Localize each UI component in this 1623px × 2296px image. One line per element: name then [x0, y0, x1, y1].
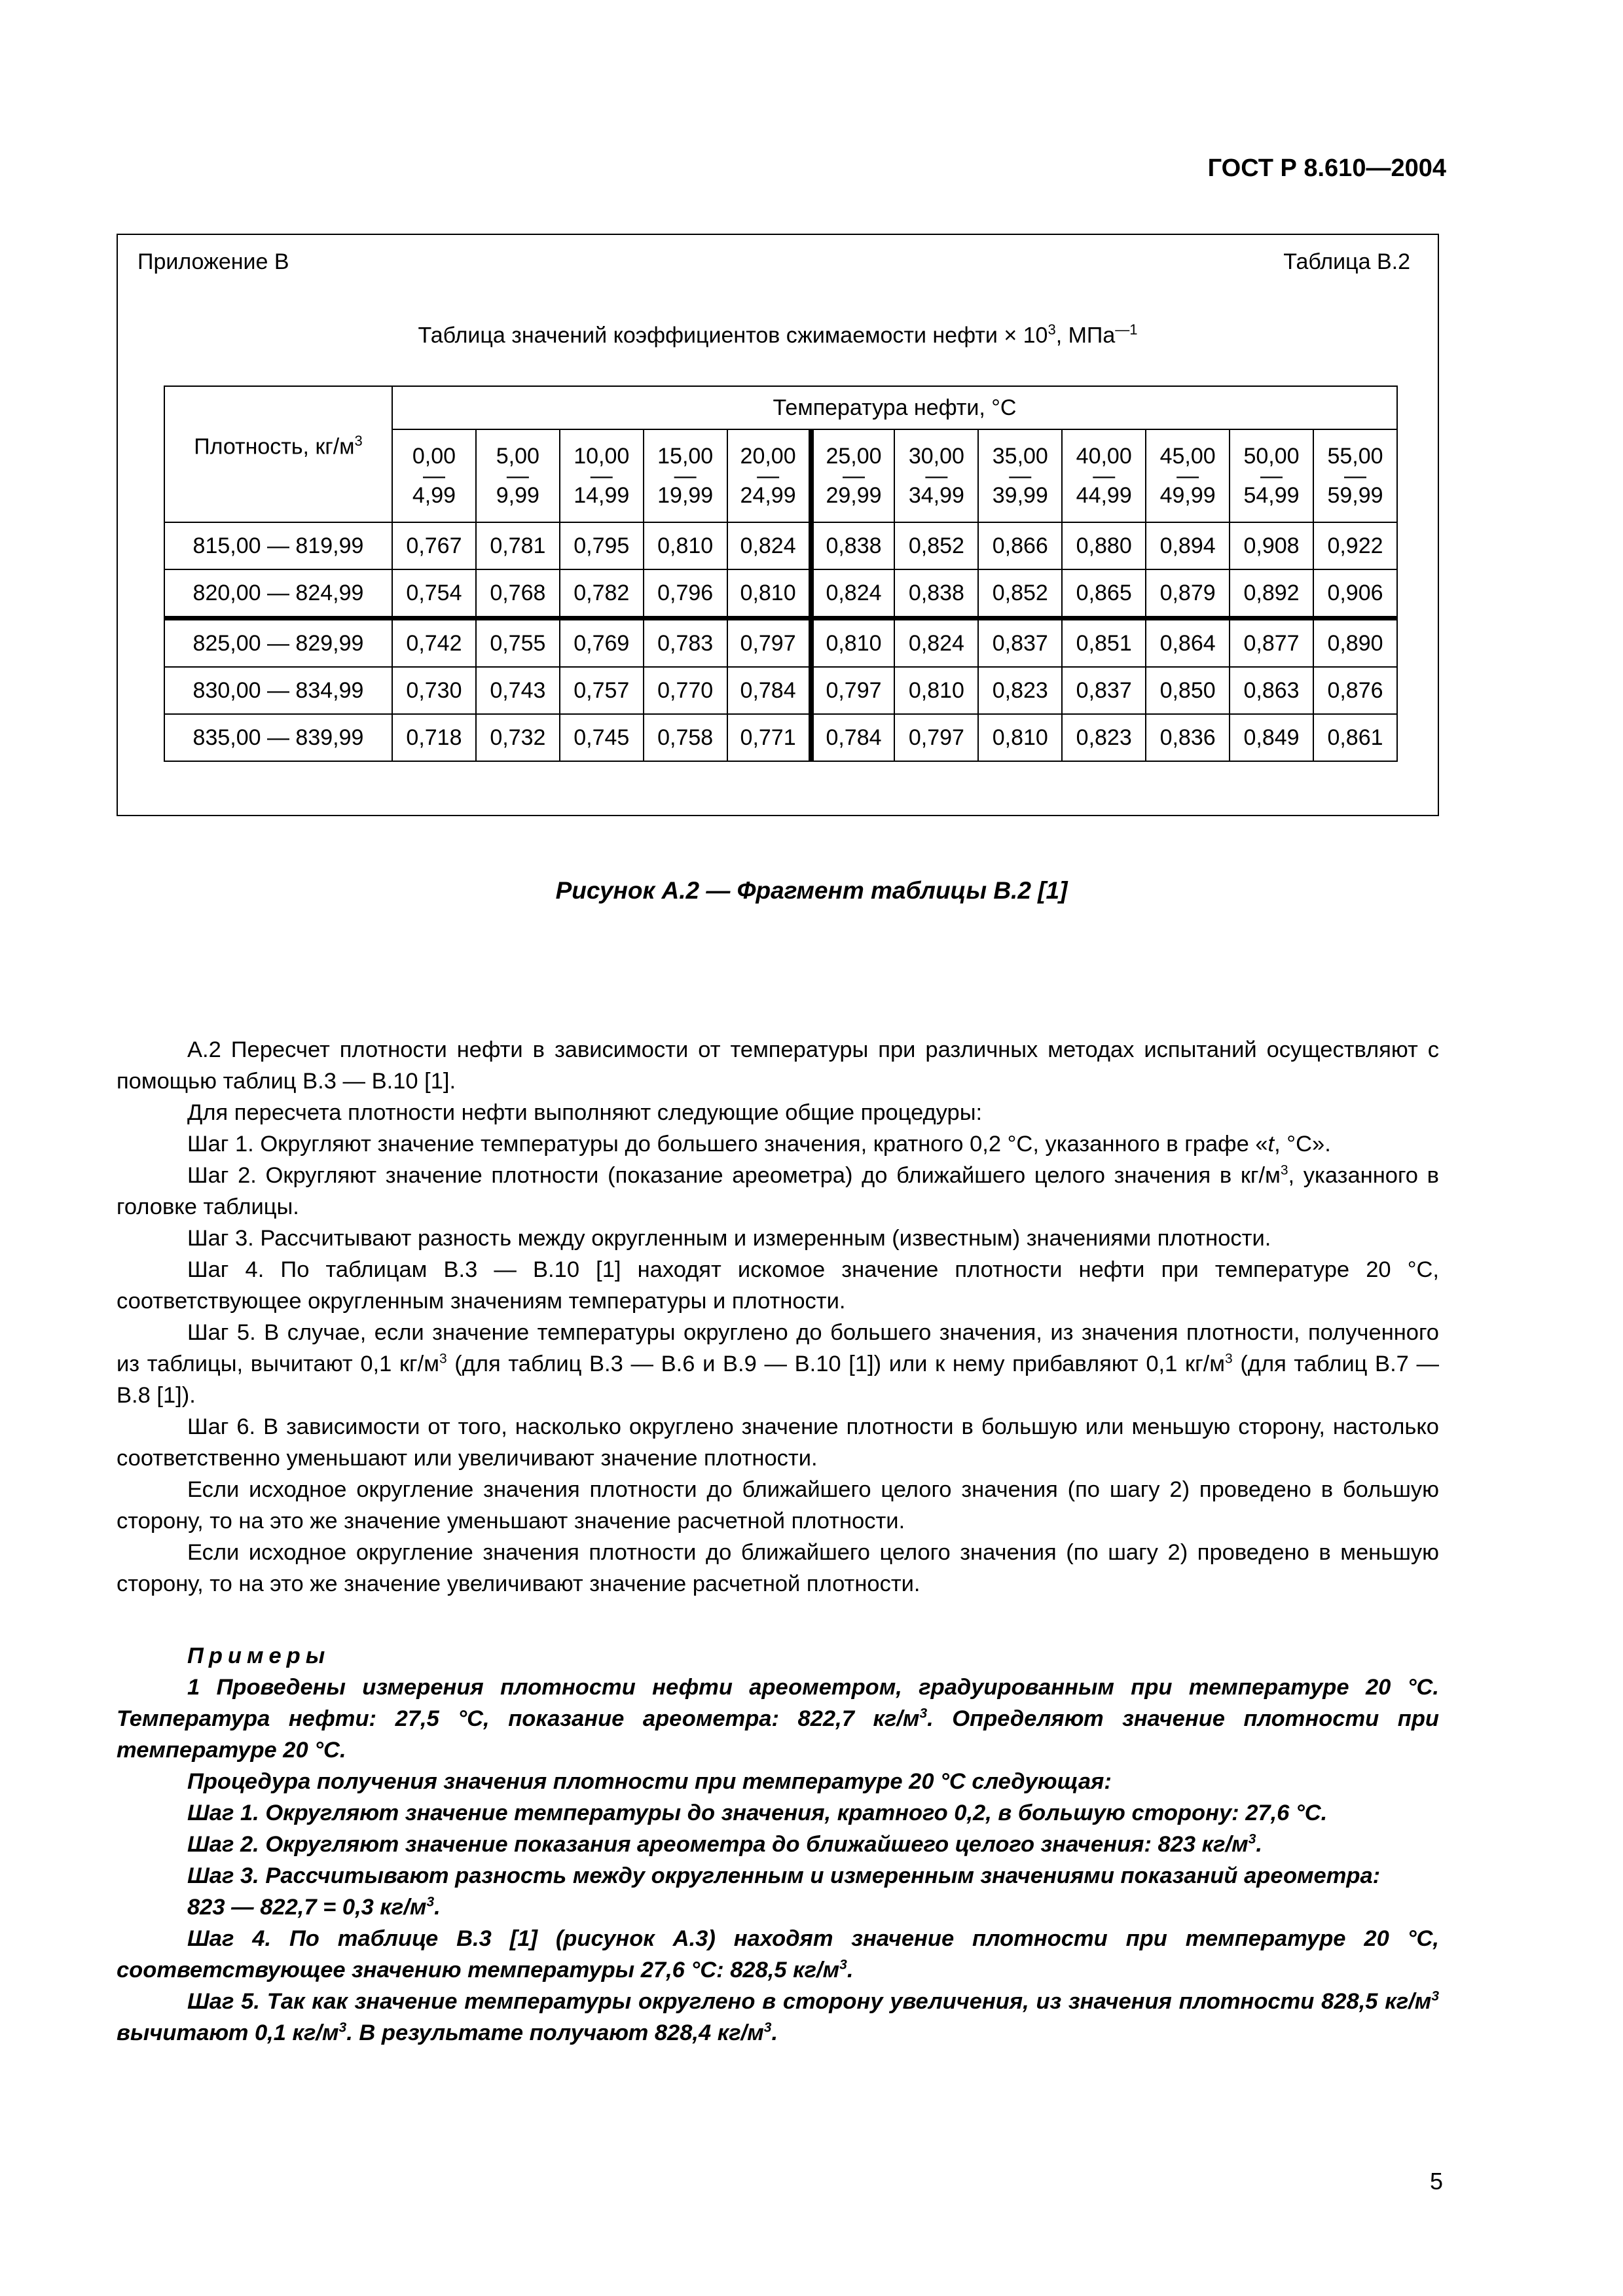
temperature-range: 50,00 — 54,99: [1230, 429, 1313, 522]
temperature-header: Температура нефти, °С: [392, 386, 1397, 429]
coefficient-cell: 0,852: [978, 569, 1062, 619]
paragraph: Шаг 5. В случае, если значение температуры округлено до большего значения, из значения плотности, полученного из таблицы, вычитают 0,1 $кг/м^3$ (для таблиц В.3 — В.6 и В.9 — В.10 [1]) или к нему прибавляют 0,1 $кг/м^3$ (для таблиц В.7 — В.8 [1]).: [117, 1320, 1440, 1408]
coefficient-cell: 0,861: [1313, 714, 1397, 761]
coefficient-cell: 0,770: [644, 667, 727, 714]
table-row: [164, 619, 1397, 668]
coefficient-cell: 0,810: [811, 619, 895, 668]
example-line: Процедура получения значения плотности при температуре 20 °С следующая:: [187, 1769, 1112, 1794]
example-line: 1 Проведены измерения плотности нефти ареометром, градуированным при температуре 20 °С. Температура нефти: 27,5 °С, показание ареометра: 822,7 $кг/м^3$. Определяют значение плотности при температуре 20 °С.: [117, 1675, 1440, 1763]
coefficient-cell: 0,850: [1146, 667, 1230, 714]
coefficient-cell: 0,781: [476, 522, 560, 569]
coefficient-cell: 0,823: [978, 667, 1062, 714]
coefficient-cell: 0,718: [392, 714, 476, 761]
coefficient-cell: 0,866: [978, 522, 1062, 569]
coefficient-cell: 0,810: [894, 667, 978, 714]
table-caption: Таблица значений коэффициентов сжимаемости нефти × $10^3$, МПа$^{—1}$: [418, 321, 1138, 348]
temperature-range: 10,00 — 14,99: [560, 429, 644, 522]
coefficient-cell: 0,755: [476, 619, 560, 668]
temperature-range: 55,00 — 59,99: [1313, 429, 1397, 522]
coefficient-cell: 0,879: [1146, 569, 1230, 619]
coefficient-cell: 0,754: [392, 569, 476, 619]
paragraph: Шаг 1. Округляют значение температуры до большего значения, кратного 0,2 °С, указанного в графе «t, °С».: [187, 1132, 1331, 1157]
coefficient-cell: 0,732: [476, 714, 560, 761]
coefficient-cell: 0,865: [1062, 569, 1146, 619]
coefficient-cell: 0,877: [1230, 619, 1313, 668]
coefficient-cell: 0,767: [392, 522, 476, 569]
coefficient-cell: 0,824: [811, 569, 895, 619]
temperature-range: 40,00 — 44,99: [1062, 429, 1146, 522]
coefficient-cell: 0,894: [1146, 522, 1230, 569]
table-row: [164, 522, 1397, 569]
coefficient-cell: 0,810: [644, 522, 727, 569]
temperature-range: 25,00 — 29,99: [811, 429, 895, 522]
coefficient-cell: 0,730: [392, 667, 476, 714]
density-range: 830,00 — 834,99: [164, 667, 392, 714]
compressibility-table: [164, 386, 1398, 762]
temperature-range: 5,00 — 9,99: [476, 429, 560, 522]
coefficient-cell: 0,849: [1230, 714, 1313, 761]
body-text: [117, 1034, 1439, 2049]
coefficient-cell: 0,768: [476, 569, 560, 619]
example-line: Шаг 5. Так как значение температуры округлено в сторону увеличения, из значения плотности 828,5 $кг/м^3$ вычитают 0,1 $кг/м^3$. В результате получают 828,4 $кг/м^3$.: [117, 1988, 1439, 2045]
density-range: 825,00 — 829,99: [164, 619, 392, 668]
coefficient-cell: 0,836: [1146, 714, 1230, 761]
table-number: Таблица В.2: [1283, 249, 1410, 274]
paragraph: Если исходное округление значения плотности до ближайшего целого значения (по шагу 2) проведено в большую сторону, то на это же значение уменьшают значение расчетной плотности.: [117, 1477, 1439, 1534]
document-code: ГОСТ Р 8.610—2004: [1207, 154, 1446, 182]
coefficient-cell: 0,742: [392, 619, 476, 668]
example-line: 823 — 822,7 = 0,3 $кг/м^3$.: [187, 1894, 441, 1920]
paragraph: Шаг 4. По таблицам В.3 — В.10 [1] находят искомое значение плотности нефти при температуре 20 °С, соответствующее округленным значениям температуры и плотности.: [117, 1257, 1439, 1314]
coefficient-cell: 0,838: [894, 569, 978, 619]
coefficient-cell: 0,892: [1230, 569, 1313, 619]
table-row: [164, 714, 1397, 761]
examples-block: [117, 1640, 1439, 2049]
coefficient-cell: 0,784: [811, 714, 895, 761]
paragraph: Шаг 2. Округляют значение плотности (показание ареометра) до ближайшего целого значения в $кг/м^3$, указанного в головке таблицы.: [117, 1162, 1439, 1219]
coefficient-cell: 0,782: [560, 569, 644, 619]
coefficient-cell: 0,824: [727, 522, 811, 569]
paragraph: Для пересчета плотности нефти выполняют следующие общие процедуры:: [187, 1100, 983, 1125]
coefficient-cell: 0,824: [894, 619, 978, 668]
coefficient-cell: 0,880: [1062, 522, 1146, 569]
density-range: 835,00 — 839,99: [164, 714, 392, 761]
paragraph: Шаг 6. В зависимости от того, насколько округлено значение плотности в большую или меньшую сторону, настолько соответственно уменьшают или увеличивают значение плотности.: [117, 1414, 1439, 1471]
temperature-range: 45,00 — 49,99: [1146, 429, 1230, 522]
example-line: Шаг 1. Округляют значение температуры до значения, кратного 0,2, в большую сторону: 27,6 °С.: [187, 1801, 1328, 1825]
coefficient-cell: 0,823: [1062, 714, 1146, 761]
coefficient-cell: 0,810: [727, 569, 811, 619]
coefficient-cell: 0,837: [978, 619, 1062, 668]
coefficient-cell: 0,890: [1313, 619, 1397, 668]
coefficient-cell: 0,743: [476, 667, 560, 714]
coefficient-cell: 0,783: [644, 619, 727, 668]
coefficient-cell: 0,810: [978, 714, 1062, 761]
coefficient-cell: 0,864: [1146, 619, 1230, 668]
temperature-range: 20,00 — 24,99: [727, 429, 811, 522]
density-range: 815,00 — 819,99: [164, 522, 392, 569]
density-range: 820,00 — 824,99: [164, 569, 392, 619]
temperature-range: 30,00 — 34,99: [894, 429, 978, 522]
coefficient-cell: 0,922: [1313, 522, 1397, 569]
temperature-range: 15,00 — 19,99: [644, 429, 727, 522]
coefficient-cell: 0,837: [1062, 667, 1146, 714]
coefficient-cell: 0,771: [727, 714, 811, 761]
paragraph: Шаг 3. Рассчитывают разность между округленным и измеренным (известным) значениями плотности.: [187, 1226, 1271, 1251]
example-line: Шаг 4. По таблице В.3 [1] (рисунок А.3) находят значение плотности при температуре 20 °С, соответствующее значению температуры 27,6 °С: 828,5 $кг/м^3$.: [117, 1926, 1439, 1982]
page-number: 5: [1429, 2168, 1443, 2195]
coefficient-cell: 0,796: [644, 569, 727, 619]
table-row: [164, 667, 1397, 714]
density-header: Плотность, $кг/м^3$: [164, 386, 392, 522]
coefficient-cell: 0,797: [894, 714, 978, 761]
coefficient-cell: 0,838: [811, 522, 895, 569]
coefficient-cell: 0,769: [560, 619, 644, 668]
appendix-label: Приложение В: [137, 249, 289, 274]
coefficient-cell: 0,757: [560, 667, 644, 714]
coefficient-cell: 0,908: [1230, 522, 1313, 569]
coefficient-cell: 0,876: [1313, 667, 1397, 714]
coefficient-cell: 0,863: [1230, 667, 1313, 714]
figure-frame: [117, 234, 1439, 816]
coefficient-cell: 0,795: [560, 522, 644, 569]
paragraph: А.2 Пересчет плотности нефти в зависимости от температуры при различных методах испытаний осуществляют с помощью таблиц В.3 — В.10 [1].: [117, 1037, 1439, 1094]
figure-title: Рисунок А.2 — Фрагмент таблицы В.2 [1]: [555, 877, 1068, 904]
coefficient-cell: 0,906: [1313, 569, 1397, 619]
coefficient-cell: 0,758: [644, 714, 727, 761]
example-line: Шаг 2. Округляют значение показания ареометра до ближайшего целого значения: 823 $кг/м^3$.: [187, 1831, 1262, 1857]
temperature-range: 35,00 — 39,99: [978, 429, 1062, 522]
paragraph: Если исходное округление значения плотности до ближайшего целого значения (по шагу 2) проведено в меньшую сторону, то на это же значение увеличивают значение расчетной плотности.: [117, 1540, 1439, 1596]
coefficient-cell: 0,797: [727, 619, 811, 668]
coefficient-cell: 0,852: [894, 522, 978, 569]
coefficient-cell: 0,851: [1062, 619, 1146, 668]
examples-heading: Примеры: [187, 1643, 331, 1668]
example-line: Шаг 3. Рассчитывают разность между округленным и измеренным значениями показаний ареометра:: [187, 1863, 1381, 1888]
table-row: [164, 569, 1397, 619]
coefficient-cell: 0,784: [727, 667, 811, 714]
temperature-range: 0,00 — 4,99: [392, 429, 476, 522]
coefficient-cell: 0,797: [811, 667, 895, 714]
coefficient-cell: 0,745: [560, 714, 644, 761]
